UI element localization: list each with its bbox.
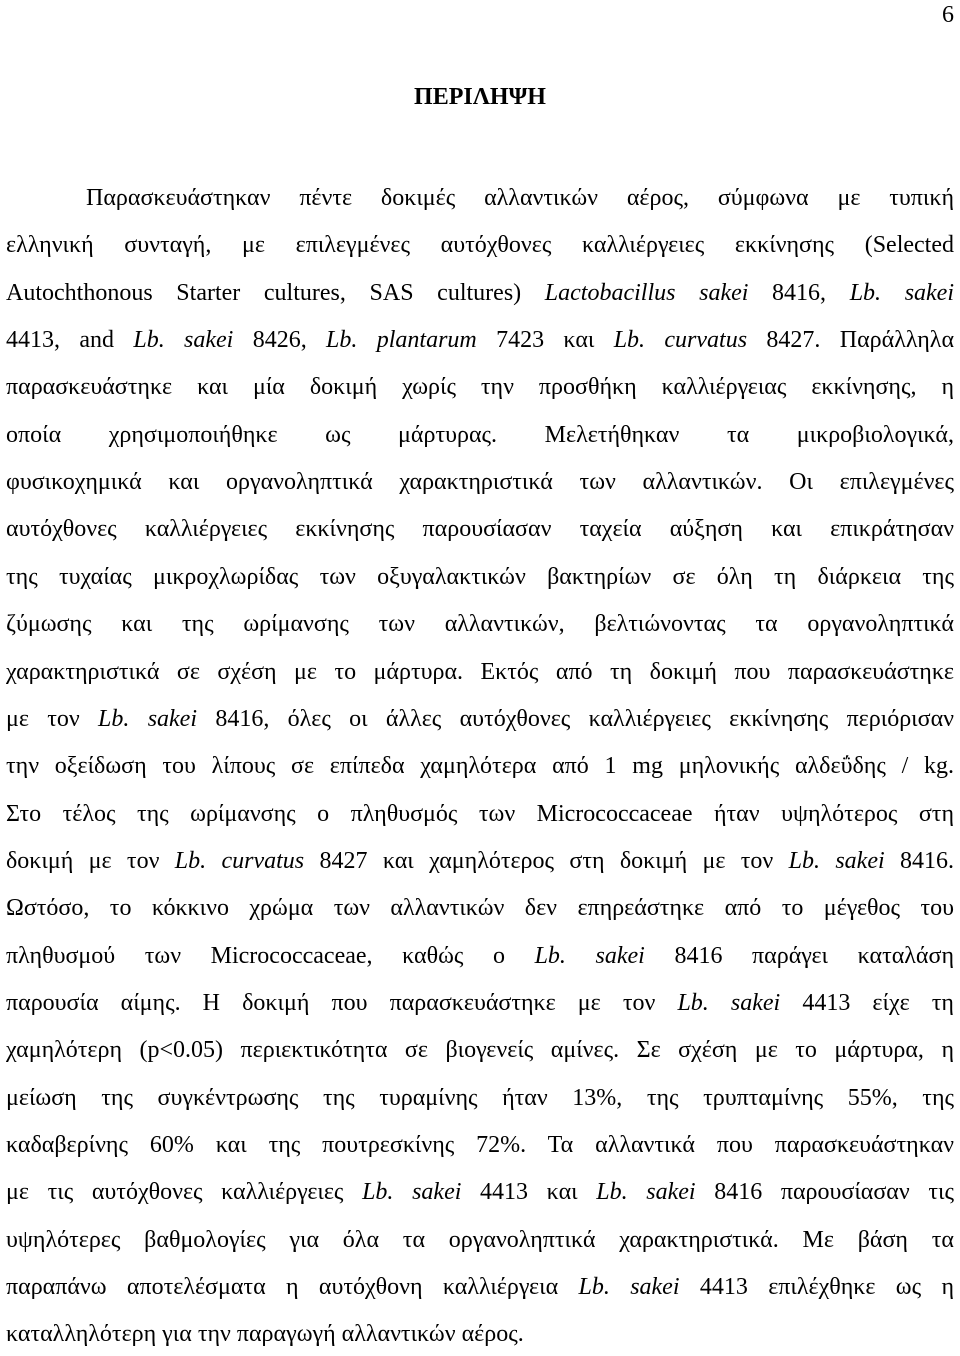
text-run: 8427 και χαμηλότερος στη δοκιμή με τον: [304, 848, 789, 874]
page-number: 6: [942, 2, 954, 28]
abstract-line: [6, 230, 954, 260]
abstract-line: [6, 514, 954, 544]
abstract-line: [6, 467, 954, 497]
abstract-line: [6, 325, 954, 355]
text-run: φυσικοχημικά και οργανοληπτικά χαρακτηριστικά των αλλαντικών. Οι επιλεγμένες: [6, 469, 954, 495]
text-run: 8416 παράγει καταλάση: [644, 943, 954, 969]
species-name: Lb. sakei: [677, 990, 781, 1016]
species-name: Lb. sakei: [534, 943, 645, 969]
text-run: ζύμωσης και της ωρίμανσης των αλλαντικών, βελτιώνοντας τα οργανοληπτικά: [6, 611, 954, 637]
text-run: 4413, and: [6, 327, 134, 353]
abstract-line: [6, 751, 954, 781]
text-run: χαρακτηριστικά σε σχέση με το μάρτυρα. Εκτός από τη δοκιμή που παρασκευάστηκε: [6, 659, 954, 685]
species-name: Lb. sakei: [596, 1179, 696, 1205]
species-name: Lb. sakei: [578, 1274, 680, 1300]
text-run: παρασκευάστηκε και μία δοκιμή χωρίς την προσθήκη καλλιέργειας εκκίνησης, η: [6, 374, 954, 400]
text-run: Στο τέλος της ωρίμανσης ο πληθυσμός των Micrococcaceae ήταν υψηλότερος στη: [6, 801, 954, 827]
text-run: 8416 παρουσίασαν τις: [695, 1179, 954, 1205]
text-run: 8416.: [884, 848, 955, 874]
text-run: της τυχαίας μικροχλωρίδας των οξυγαλακτικών βακτηρίων σε όλη τη διάρκεια της: [6, 564, 954, 590]
text-run: παραπάνω αποτελέσματα η αυτόχθονη καλλιέργεια: [6, 1274, 579, 1300]
abstract-line: [6, 1319, 954, 1349]
abstract-line: [6, 609, 954, 639]
abstract-heading: ΠΕΡΙΛΗΨΗ: [414, 84, 546, 110]
text-run: Παρασκευάστηκαν πέντε δοκιμές αλλαντικών αέρος, σύμφωνα με τυπική: [86, 185, 954, 211]
text-run: 4413 και: [461, 1179, 597, 1205]
text-run: καταλληλότερη για την παραγωγή αλλαντικών αέρος.: [6, 1321, 524, 1347]
text-run: 4413 είχε τη: [780, 990, 954, 1016]
species-name: Lb. sakei: [133, 327, 234, 353]
text-run: με τις αυτόχθονες καλλιέργειες: [6, 1179, 363, 1205]
species-name: Lb. sakei: [849, 280, 955, 306]
abstract-line: [6, 893, 954, 923]
abstract-line: [6, 278, 954, 308]
text-run: 7423 και: [476, 327, 614, 353]
text-run: 8427. Παράλληλα: [747, 327, 955, 353]
text-run: χαμηλότερη (p<0.05) περιεκτικότητα σε βιογενείς αμίνες. Σε σχέση με το μάρτυρα, η: [6, 1037, 954, 1063]
text-run: 8416,: [748, 280, 850, 306]
abstract-line: [6, 562, 954, 592]
abstract-line: [6, 704, 954, 734]
text-run: μείωση της συγκέντρωσης της τυραμίνης ήταν 13%, της τρυπταμίνης 55%, της: [6, 1085, 954, 1111]
species-name: Lb. plantarum: [326, 327, 477, 353]
text-run: 4413 επιλέχθηκε ως η: [679, 1274, 954, 1300]
text-run: υψηλότερες βαθμολογίες για όλα τα οργανοληπτικά χαρακτηριστικά. Με βάση τα: [6, 1227, 954, 1253]
text-run: καδαβερίνης 60% και της πουτρεσκίνης 72%. Τα αλλαντικά που παρασκευάστηκαν: [6, 1132, 954, 1158]
text-run: με τον: [6, 706, 99, 732]
species-name: Lb. sakei: [788, 848, 885, 874]
abstract-line: [6, 988, 954, 1018]
species-name: Lb. curvatus: [613, 327, 748, 353]
text-run: την οξείδωση του λίπους σε επίπεδα χαμηλότερα από 1 mg μηλονικής αλδεΰδης / kg.: [6, 753, 954, 779]
text-run: Autochthonous Starter cultures, SAS cultures): [6, 280, 545, 306]
abstract-line: [86, 183, 954, 213]
abstract-line: [6, 1035, 954, 1065]
abstract-line: [6, 657, 954, 687]
abstract-line: [6, 941, 954, 971]
text-run: Ωστόσο, το κόκκινο χρώμα των αλλαντικών δεν επηρεάστηκε από το μέγεθος του: [6, 895, 954, 921]
abstract-line: [6, 1177, 954, 1207]
text-run: αυτόχθονες καλλιέργειες εκκίνησης παρουσίασαν ταχεία αύξηση και επικράτησαν: [6, 516, 954, 542]
abstract-line: [6, 799, 954, 829]
text-run: οποία χρησιμοποιήθηκε ως μάρτυρας. Μελετήθηκαν τα μικροβιολογικά,: [6, 422, 954, 448]
abstract-line: [6, 1130, 954, 1160]
species-name: Lb. sakei: [362, 1179, 462, 1205]
abstract-line: [6, 1083, 954, 1113]
abstract-line: [6, 372, 954, 402]
text-run: ελληνική συνταγή, με επιλεγμένες αυτόχθονες καλλιέργειες εκκίνησης (Selected: [6, 232, 954, 258]
species-name: Lb. sakei: [98, 706, 198, 732]
abstract-line: [6, 1272, 954, 1302]
abstract-line: [6, 1225, 954, 1255]
species-name: Lactobacillus sakei: [544, 280, 749, 306]
abstract-line: [6, 420, 954, 450]
text-run: δοκιμή με τον: [6, 848, 175, 874]
text-run: 8426,: [233, 327, 327, 353]
species-name: Lb. curvatus: [174, 848, 305, 874]
text-run: παρουσία αίμης. Η δοκιμή που παρασκευάστηκε με τον: [6, 990, 678, 1016]
text-run: πληθυσμού των Micrococcaceae, καθώς ο: [6, 943, 535, 969]
abstract-line: [6, 846, 954, 876]
text-run: 8416, όλες οι άλλες αυτόχθονες καλλιέργειες εκκίνησης περιόρισαν: [197, 706, 954, 732]
